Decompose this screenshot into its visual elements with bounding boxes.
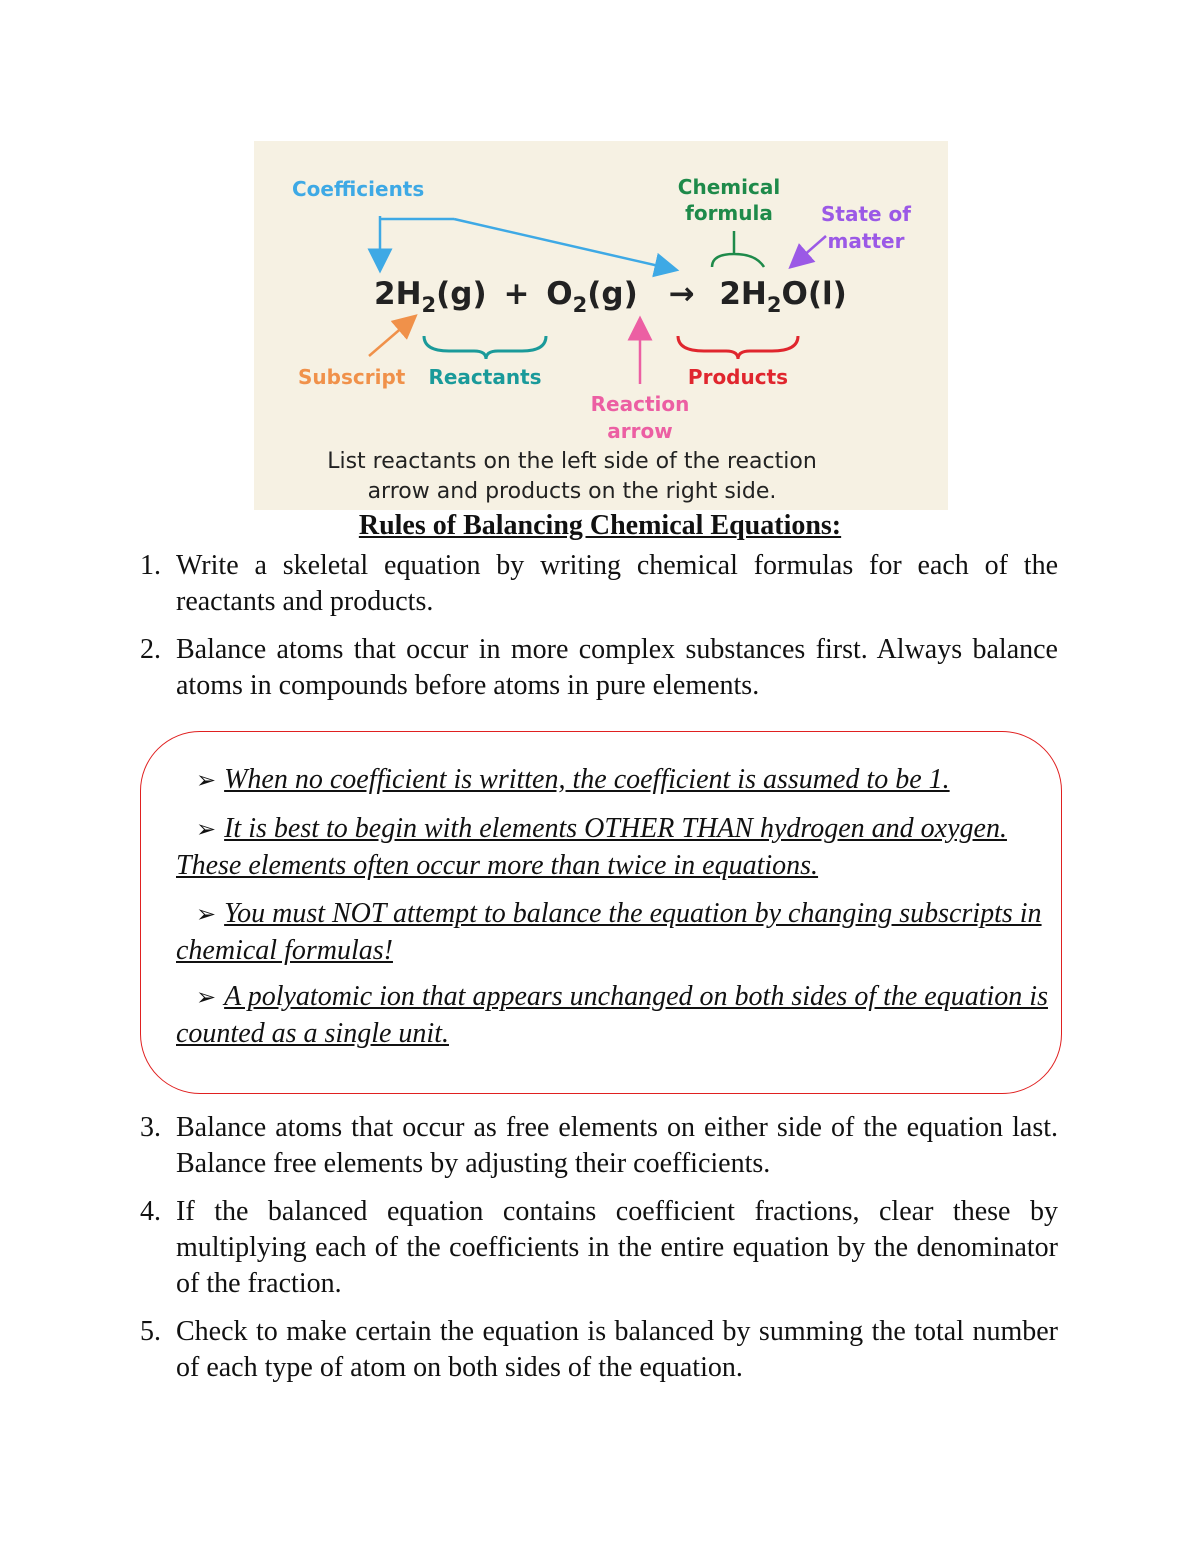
note-text: When no coefficient is written, the coefficient is assumed to be 1. [224,764,950,795]
rule-item [140,1314,1058,1386]
note-item [176,896,1056,969]
state-of-matter-label-2: matter [827,229,905,253]
rule-item [140,1194,1058,1302]
note-item [176,811,1056,884]
note-text: You must NOT attempt to balance the equation by changing subscripts in chemical formulas! [176,898,1042,966]
rule-text: Check to make certain the equation is balanced by summing the total number of each type of atom on both sides of the equation. [176,1316,1058,1383]
coefficients-arrow-right [454,219,672,269]
arrow-bullet-icon: ➢ [196,902,217,928]
coefficients-label: Coefficients [292,177,425,201]
equation-text: $2H_2(g)$ + $O_2(g)$ → $2H_2O(l)$ [374,276,847,317]
rule-text: Write a skeletal equation by writing chemical formulas for each of the reactants and products. [176,550,1058,617]
reactants-brace [424,336,546,359]
formula-brace [712,231,764,267]
state-arrow [794,236,826,264]
rule-text: Balance atoms that occur in more complex substances first. Always balance atoms in compounds before atoms in pure elements. [176,634,1058,701]
reactants-label: Reactants [428,365,542,389]
arrow-bullet-icon: ➢ [196,817,217,843]
arrow-bullet-icon: ➢ [196,768,217,794]
rule-number: 2. [140,634,161,665]
note-item [176,762,1056,799]
state-of-matter-label-1: State of [821,202,911,226]
note-text: It is best to begin with elements OTHER THAN hydrogen and oxygen. These elements often occur more than twice in equations. [176,813,1007,881]
chemical-equation-diagram [254,141,948,510]
page-title: Rules of Balancing Chemical Equations: [358,510,842,541]
reaction-arrow-label-2: arrow [607,419,673,443]
note-item [176,979,1056,1052]
rule-item [140,548,1058,620]
caption-line-1: List reactants on the left side of the reaction [327,449,817,474]
rule-number: 1. [140,550,161,581]
rule-text: If the balanced equation contains coefficient fractions, clear these by multiplying each of the coefficients in the entire equation by the denominator of the fraction. [176,1196,1058,1299]
rule-number: 3. [140,1112,161,1143]
caption-line-2: arrow and products on the right side. [367,479,777,504]
subscript-label: Subscript [298,365,406,389]
reaction-arrow-label-1: Reaction [590,392,690,416]
products-label: Products [687,365,789,389]
subscript-arrow [369,319,412,356]
rule-item [140,1110,1058,1182]
rule-number: 5. [140,1316,161,1347]
rule-item [140,632,1058,704]
equation-diagram-svg [254,141,948,510]
arrow-bullet-icon: ➢ [196,985,217,1011]
products-brace [678,336,798,359]
note-text: A polyatomic ion that appears unchanged on both sides of the equation is counted as a single unit. [176,981,1048,1049]
rule-text: Balance atoms that occur as free elements on either side of the equation last. Balance free elements by adjusting their coefficients. [176,1112,1058,1179]
chemical-formula-label-1: Chemical [677,175,781,199]
rule-number: 4. [140,1196,161,1227]
chemical-formula-label-2: formula [685,201,773,225]
